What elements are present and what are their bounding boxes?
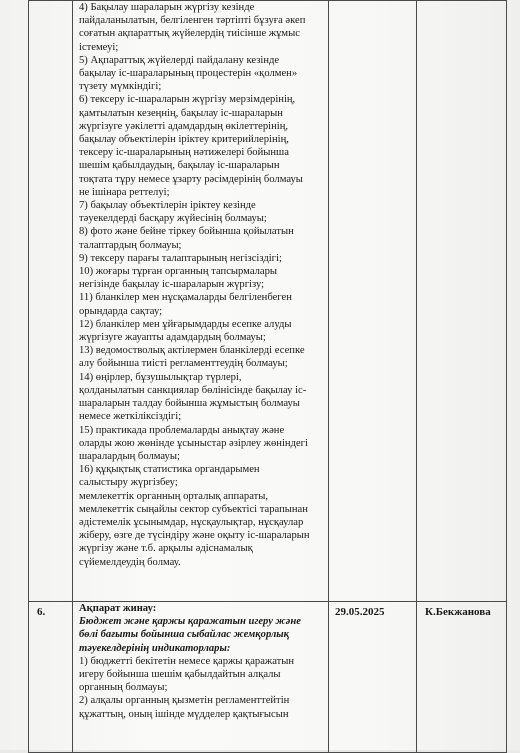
row-heading: Ақпарат жинау: — [79, 603, 157, 614]
text-line: 10) жоғары тұрған органның тапсырмалары — [79, 266, 278, 278]
text-line: қамтылатын кезеңнің, бақылау іс-шараларын — [79, 107, 283, 119]
text-line: бақылау объектілерін іріктеу критерийлерінің, — [79, 134, 289, 146]
table-row — [29, 1, 507, 602]
text-line: жүргізуге жауапты адамдардың болмауы; — [79, 332, 266, 344]
text-line: органның болмауы; — [79, 682, 168, 694]
text-line: салыстыру жүргізбеу; — [79, 477, 178, 489]
text-line: 6) тексеру іс-шараларын жүргізу мерзімдерінің, — [79, 94, 296, 106]
text-line: не ішінара реттелуі; — [79, 186, 170, 198]
text-line: немесе жеткіліксіздігі; — [79, 411, 182, 423]
text-line: шараларын талдау бойынша жұмыстың болмауы — [79, 398, 300, 410]
deadline-date: 29.05.2025 — [335, 606, 385, 618]
text-line: 13) ведомостволық актілермен бланкілерді есепке — [79, 345, 305, 357]
text-line: 11) бланкілер мен нұсқамаларды белгіленбеген — [79, 292, 292, 304]
text-line: түзету мүмкіндігі; — [79, 81, 162, 93]
text-line: 5) Ақпараттық жүйелерді пайдалану кезінде — [79, 54, 280, 66]
text-line: алу бойынша тиісті регламенттеудің болмауы; — [79, 358, 288, 370]
text-line: қолданылатын санкциялар бөлінісінде бақылау іс- — [79, 384, 307, 396]
text-line: 16) құқықтық статистика органдарымен — [79, 464, 260, 476]
date-cell — [329, 602, 417, 753]
indicators-heading — [79, 615, 324, 655]
responsible-cell — [417, 602, 507, 753]
text-line: соғатын ақпараттық жүйелердің тиісінше жұмыс — [79, 28, 300, 40]
indicators-list — [79, 655, 324, 721]
text-line: сүйемелдеудің болмау. — [79, 556, 181, 568]
text-line: жүргізу және т.б. арқылы әдіснамалық — [79, 543, 253, 555]
date-cell — [329, 1, 417, 602]
text-line: 2) алқалы органның қызметін регламенттейтін — [79, 695, 290, 707]
text-line: 14) өңірлер, бұзушылықтар түрлері, — [79, 371, 242, 383]
text-line: оларды жою жөнінде ұсыныстар әзірлеу жөніндегі — [79, 437, 308, 449]
text-line: 7) бақылау объектілерін іріктеу кезінде — [79, 200, 256, 212]
text-line: әдістемелік ұсынымдар, нұсқаулықтар, нұсқаулар — [79, 516, 304, 528]
text-line: жүргізуге уәкілетті адамдардың өкілеттерінің, — [79, 120, 289, 132]
row-number: 6. — [37, 606, 46, 618]
number-cell — [29, 602, 73, 753]
text-line: 4) Бақылау шараларын жүргізу кезінде — [79, 2, 255, 13]
responsible-cell — [417, 1, 507, 602]
measures-text — [73, 1, 328, 569]
text-line: шешім қабылдаудың, бақылау іс-шараларын — [79, 160, 280, 172]
text-line: пайдаланылатын, белгіленген тәртіпті бұзуға әкеп — [79, 15, 306, 27]
text-line: бақылау іс-шараларының процестерін «қолмен» — [79, 68, 298, 80]
text-line: істемеуі; — [79, 41, 119, 53]
indicators-heading-line: тәуекелдерінің индикаторлары: — [79, 642, 231, 654]
measures-cell — [73, 1, 329, 602]
text-line: тексеру іс-шараларының нәтижелері бойынша — [79, 147, 289, 159]
indicators-heading-line: бөлі бағыты бойынша сыбайлас жемқорлық — [79, 629, 290, 641]
text-line: игеру бойынша шешім қабылдайтын алқалы — [79, 669, 281, 681]
measures-cell — [73, 602, 329, 753]
text-line: мемлекеттік органның орталық аппараты, — [79, 490, 269, 502]
text-line: тәуекелдерді басқару жүйесінің болмауы; — [79, 213, 267, 225]
table-row — [29, 602, 507, 753]
text-line: 12) бланкілер мен ұйғарымдарды есепке алуды — [79, 318, 292, 330]
text-line: орындарда сақтау; — [79, 305, 163, 317]
text-line: мемлекеттік сыңайлы сектор субъектісі тарапынан — [79, 503, 308, 515]
text-line: жіберу, өзге де түсіндіру және оқыту іс-шараларын — [79, 530, 310, 542]
number-cell — [29, 1, 73, 602]
text-line: шаралардың болмауы; — [79, 450, 180, 462]
text-line: талаптардың болмауы; — [79, 239, 182, 251]
text-line: 1) бюджетті бекітетін немесе қаржы қаражатын — [79, 655, 295, 667]
measures-table — [28, 0, 507, 753]
text-line: 15) практикада проблемаларды анықтау және — [79, 424, 285, 436]
indicators-heading-line: Бюджет және қаржы қаражатын игеру және — [79, 616, 301, 628]
text-line: 8) фото және бейне тіркеу бойынша қойылатын — [79, 226, 294, 238]
text-line: тоқтата тұру немесе ұзарту рәсімдерінің болмауы — [79, 173, 303, 185]
text-line: құжаттың, оның ішінде мүдделер қақтығысын — [79, 708, 289, 720]
responsible-person: К.Бекжанова — [425, 606, 491, 618]
text-line: негізінде бақылау іс-шараларын жүргізу; — [79, 279, 265, 291]
text-line: 9) тексеру парағы талаптарының негізсіздігі; — [79, 252, 282, 264]
